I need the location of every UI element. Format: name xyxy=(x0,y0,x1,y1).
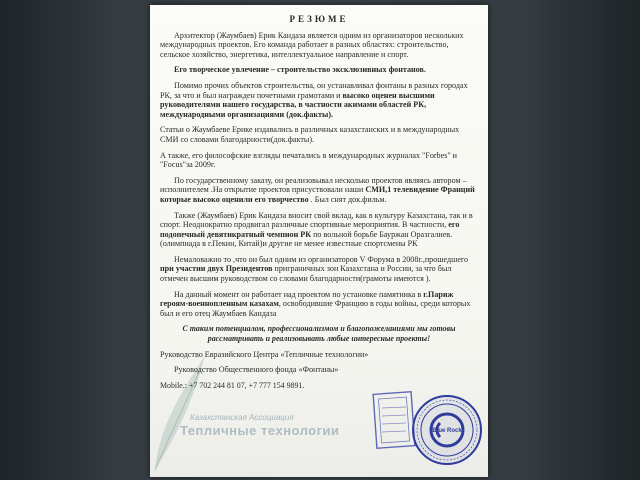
paragraph-forum-bold: при участии двух Президентов xyxy=(160,264,273,274)
paragraph-sport-end: по вольной борьбе Бауржан Оразгалиев. (олимпиада в г.Пекин, Китай)и другие не менее известные спортсмены РК xyxy=(160,229,453,249)
signature-center: Руководство Евразийского Центра «Тепличные технологии» xyxy=(160,349,369,359)
paragraph-fountains: Его творческое увлечение – строительство эксклюзивных фонтанов. xyxy=(174,65,426,75)
watermark-association: Казахстанская Ассоциация xyxy=(190,413,294,422)
paragraph-state-projects-bold: СМИ,1 телевидение Франций которые высоко оценили его творчество xyxy=(160,185,475,204)
closing-statement: С таким потенциалом, профессионализмом и благопожеланиями мы готовы рассматривать и реализовывать любые интересные проекты! xyxy=(182,324,456,344)
paragraph-state-projects xyxy=(160,176,478,205)
paragraph-intro: Архитектор (Жаумбаев) Ерик Кандаза является одним из организаторов нескольких международных проектов. Его команда работает в разных областях: строительство, сельское хозяйство, энергетика, интеллектуальное направление и спорт. xyxy=(160,30,464,59)
paragraph-monument xyxy=(160,290,478,319)
paragraph-articles: Статьи о Жаумбаеве Ерике издавались в различных казахстанских и в международных СМИ со словами благодарности(док.факты). xyxy=(160,125,460,144)
paragraph-forum xyxy=(160,255,478,284)
contact-phones: Mobile.: +7 702 244 81 07, +7 777 154 9891. xyxy=(160,380,305,390)
paragraph-forum-end: приграничных зон Казахстана и России, за что был отмечен высшим руководством со словами благодарности(грамоты имеются ). xyxy=(160,264,452,284)
resume-content xyxy=(160,15,478,390)
paragraph-state-projects-end: . Был снят док.фильм. xyxy=(308,194,387,204)
paragraph-monument-bold: г.Париж героям-военнопленным казахам xyxy=(160,289,454,309)
paragraph-sport-text: Также (Жаумбаев) Ерик Кандаза вносит свой вклад, как в культуру Казахстана, так и в спорт. Неоднократно продвигал различные спортивные мероприятия. В частности, xyxy=(160,210,473,230)
resume-sheet xyxy=(150,5,488,477)
watermark-title: Тепличные технологии xyxy=(180,423,340,438)
paragraph-forum-text: Немаловажно то ,что он был одним из организаторов V Форума в 2008г.,прошедшего xyxy=(174,254,469,264)
paragraph-awards xyxy=(160,81,478,119)
paragraph-state-projects-text: По государственному заказу, он реализовывал несколько проектов являясь автором –исполнителем .На открытие проектов присуствовали наши xyxy=(160,175,467,195)
paragraph-sport-bold: его подопечный девятикратный чемпион РК xyxy=(160,220,460,239)
paragraph-journals: А также, его философские взгляды печатались в международных журналах "Forbes" и "Focus"за 2009г. xyxy=(160,150,458,170)
paragraph-sport xyxy=(160,211,478,249)
document-title: РЕЗЮМЕ xyxy=(289,14,349,24)
round-stamp-text: Blue Rock xyxy=(432,428,462,434)
paragraph-awards-bold: высоко оценен высшими руководителями нашего государства, в частности акимами областей РК, международными организациями (док.факты). xyxy=(160,90,435,119)
paragraph-monument-text: На данный момент он работает над проектом по установке памятника в xyxy=(174,289,424,299)
paragraph-awards-text: Помимо прочих объектов строительства, он устанавливал фонтаны в разных городах РК, за что и был награжден почетными грамотами и xyxy=(160,80,468,100)
paragraph-monument-end: , освободившие Францию в годы войны, среди которых был и его отец Жаумбаев Кандаза xyxy=(160,299,471,318)
round-stamp xyxy=(410,393,484,467)
signature-foundation: Руководство Общественного фонда «Фонтаны» xyxy=(174,365,339,375)
